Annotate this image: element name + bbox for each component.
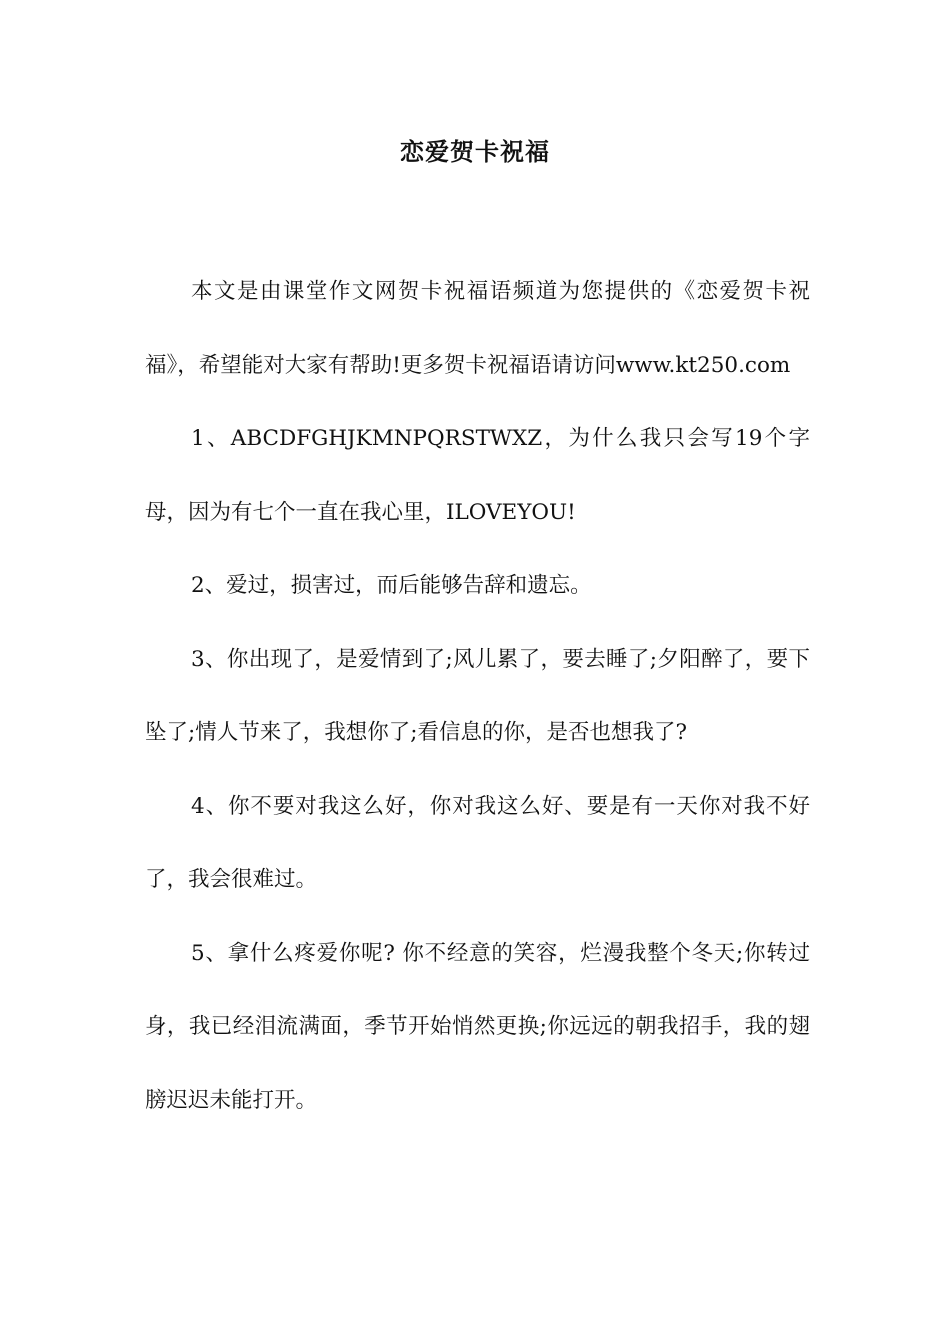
paragraph-2: 2、爱过，损害过，而后能够告辞和遗忘。 [191,573,592,598]
paragraph-5: 5、拿什么疼爱你呢? 你不经意的笑容，烂漫我整个冬天;你转过身，我已经泪流满面，季节开始悄然更换;你远远的朝我招手，我的翅膀迟迟未能打开。 [145,940,810,1113]
paragraph-4: 4、你不要对我这么好，你对我这么好、要是有一天你对我不好了，我会很难过。 [145,793,810,892]
paragraph-1: 1、ABCDFGHJKMNPQRSTWXZ，为什么我只会写19个字母，因为有七个一直在我心里，ILOVEYOU! [145,426,810,525]
document-title: 恋爱贺卡祝福 [400,137,550,166]
paragraph-intro: 本文是由课堂作文网贺卡祝福语频道为您提供的《恋爱贺卡祝福》，希望能对大家有帮助!更多贺卡祝福语请访问www.kt250.com [145,279,810,378]
paragraph-3: 3、你出现了，是爱情到了;风儿累了，要去睡了;夕阳醉了，要下坠了;情人节来了，我想你了;看信息的你，是否也想我了? [145,646,810,745]
document-body [145,255,810,1137]
